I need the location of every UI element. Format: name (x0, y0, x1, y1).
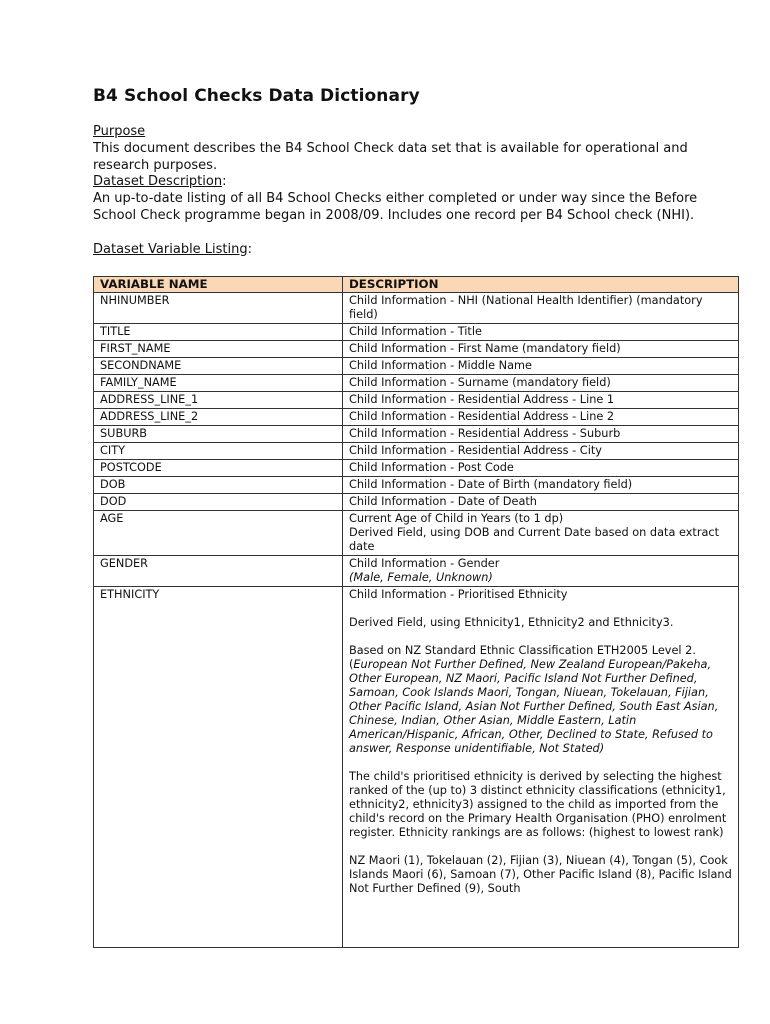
ethnicity-p2: Derived Field, using Ethnicity1, Ethnicity2 and Ethnicity3. (349, 616, 674, 629)
description-cell: Child Information - Residential Address - City (343, 443, 739, 460)
ethnicity-classification-list: European Not Further Defined, New Zealand European/Pakeha, Other European, NZ Maori, Pacific Island Not Further Defined, Samoan, Cook Islands Maori, Tongan, Niuean, Tokelauan, Fijian, Other Pacific Island, Asian Not Further Defined, South East Asian, Chinese, Indian, Other Asian, Middle Eastern, Latin American/Hispanic, African, Other, Declined to State, Refused to answer, Response unidentifiable, Not Stated) (349, 658, 719, 755)
variable-listing-heading: Dataset Variable Listing (93, 241, 248, 257)
ethnicity-p3-open: ( (349, 658, 354, 671)
ethnicity-p3: Based on NZ Standard Ethnic Classification ETH2005 Level 2. (349, 644, 696, 657)
table-row (94, 443, 739, 460)
description-cell: Child Information - Date of Death (343, 494, 739, 511)
column-header-variable-name: VARIABLE NAME (94, 277, 343, 293)
variable-name-cell: NHINUMBER (94, 293, 343, 324)
variable-name-cell: SUBURB (94, 426, 343, 443)
description-cell: Child Information - Residential Address - Line 1 (343, 392, 739, 409)
variable-name-cell: DOD (94, 494, 343, 511)
table-row (94, 324, 739, 341)
table-row (94, 392, 739, 409)
table-header-row (94, 277, 739, 293)
table-row (94, 409, 739, 426)
variable-name-cell: CITY (94, 443, 343, 460)
dataset-description-colon: : (222, 174, 227, 190)
gender-description-line1: Child Information - Gender (349, 557, 500, 570)
table-row (94, 341, 739, 358)
ethnicity-p5: NZ Maori (1), Tokelauan (2), Fijian (3), Niuean (4), Tongan (5), Cook Islands Maori (6), Samoan (7), Other Pacific Island (8), Pacific Island Not Further Defined (9), South (349, 854, 732, 895)
description-cell: Child Information - Residential Address - Line 2 (343, 409, 739, 426)
variable-name-cell: DOB (94, 477, 343, 494)
variable-name-cell: TITLE (94, 324, 343, 341)
description-cell: Child Information - Residential Address - Suburb (343, 426, 739, 443)
table-row (94, 358, 739, 375)
variable-name-cell: ADDRESS_LINE_1 (94, 392, 343, 409)
variable-name-cell: GENDER (94, 556, 343, 587)
variable-name-cell: SECONDNAME (94, 358, 343, 375)
table-body-extended (94, 511, 739, 948)
variable-name-cell: AGE (94, 511, 343, 556)
table-row (94, 460, 739, 477)
table-row (94, 494, 739, 511)
description-cell: Child Information - Date of Birth (mandatory field) (343, 477, 739, 494)
ethnicity-p1: Child Information - Prioritised Ethnicity (349, 588, 568, 601)
table-body (94, 293, 739, 511)
table-row (94, 375, 739, 392)
description-cell: Child Information - First Name (mandatory field) (343, 341, 739, 358)
ethnicity-p4: The child's prioritised ethnicity is derived by selecting the highest ranked of the (up to) 3 distinct ethnicity classifications (ethnicity1, ethnicity2, ethnicity3) assigned to the child as imported from the child's record on the Primary Health Organisation (PHO) enrolment register. Ethnicity rankings are as follows: (highest to lowest rank) (349, 770, 727, 839)
gender-values: (Male, Female, Unknown) (349, 571, 493, 584)
variable-table (93, 276, 739, 948)
description-cell (343, 587, 739, 948)
variable-name-cell: FAMILY_NAME (94, 375, 343, 392)
purpose-text: This document describes the B4 School Check data set that is available for operational and research purposes. (93, 140, 688, 173)
age-description-line1: Current Age of Child in Years (to 1 dp) (349, 512, 564, 525)
dataset-description-heading: Dataset Description (93, 174, 223, 190)
age-description-line2: Derived Field, using DOB and Current Date based on data extract date (349, 526, 720, 553)
variable-name-cell: ADDRESS_LINE_2 (94, 409, 343, 426)
description-cell (343, 556, 739, 587)
purpose-heading: Purpose (93, 124, 146, 139)
table-row (94, 511, 739, 556)
table-row (94, 293, 739, 324)
variable-name-cell: POSTCODE (94, 460, 343, 477)
table-row (94, 477, 739, 494)
variable-name-cell: FIRST_NAME (94, 341, 343, 358)
table-row (94, 556, 739, 587)
dataset-description-text: An up-to-date listing of all B4 School Checks either completed or under way since the Before School Check programme began in 2008/09. Includes one record per B4 School check (NHI). (93, 191, 698, 223)
description-cell: Child Information - Title (343, 324, 739, 341)
description-cell (343, 511, 739, 556)
variable-name-cell: ETHNICITY (94, 587, 343, 948)
table-row (94, 426, 739, 443)
document-title: B4 School Checks Data Dictionary (93, 86, 420, 106)
description-cell: Child Information - Surname (mandatory field) (343, 375, 739, 392)
description-cell: Child Information - Middle Name (343, 358, 739, 375)
table-row (94, 587, 739, 948)
description-cell: Child Information - NHI (National Health Identifier) (mandatory field) (343, 293, 739, 324)
intro-section (93, 124, 713, 258)
description-cell: Child Information - Post Code (343, 460, 739, 477)
variable-listing-colon: : (247, 241, 253, 257)
column-header-description: DESCRIPTION (343, 277, 739, 293)
